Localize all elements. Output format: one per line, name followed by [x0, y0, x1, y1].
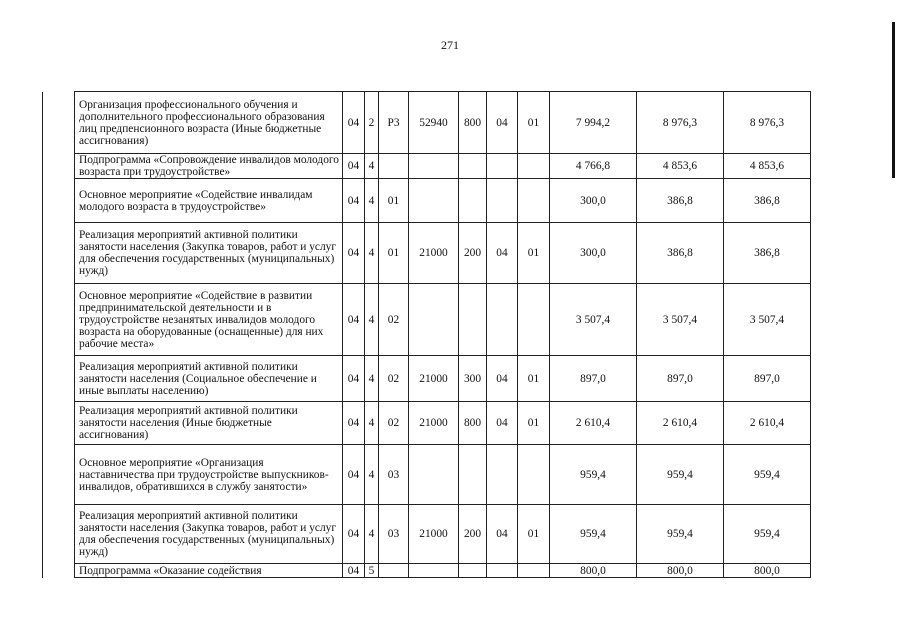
budget-table-body	[43, 92, 811, 578]
code-cell: 4	[365, 402, 379, 445]
table-row	[43, 564, 811, 578]
code-cell	[518, 564, 550, 578]
code-cell: 04	[343, 154, 365, 179]
code-cell: 01	[379, 223, 409, 284]
code-cell: 01	[518, 356, 550, 402]
page-number: 271	[441, 38, 459, 52]
amount-cell: 2 610,4	[724, 402, 811, 445]
code-cell	[487, 445, 518, 505]
code-cell: 2	[365, 92, 379, 154]
code-cell: 4	[365, 284, 379, 356]
code-cell: 03	[379, 505, 409, 564]
code-cell	[409, 154, 459, 179]
amount-cell: 4 766,8	[550, 154, 637, 179]
code-cell: 04	[343, 445, 365, 505]
code-cell: 4	[365, 356, 379, 402]
code-cell	[459, 564, 487, 578]
code-cell: 01	[518, 505, 550, 564]
budget-table	[42, 91, 811, 578]
row-name-cell: Реализация мероприятий активной политики занятости населения (Иные бюджетные ассигнования)	[75, 402, 343, 445]
code-cell: 04	[343, 179, 365, 223]
code-cell	[459, 445, 487, 505]
code-cell	[459, 284, 487, 356]
code-cell: 04	[343, 564, 365, 578]
amount-cell: 386,8	[637, 179, 724, 223]
code-cell	[379, 154, 409, 179]
code-cell	[459, 179, 487, 223]
code-cell: 01	[518, 92, 550, 154]
code-cell	[518, 445, 550, 505]
row-name-cell: Основное мероприятие «Содействие инвалидам молодого возраста в трудоустройстве»	[75, 179, 343, 223]
code-cell: 04	[343, 402, 365, 445]
code-cell	[409, 445, 459, 505]
amount-cell: 3 507,4	[550, 284, 637, 356]
code-cell: 4	[365, 179, 379, 223]
code-cell: 04	[487, 356, 518, 402]
code-cell	[459, 154, 487, 179]
code-cell: 200	[459, 223, 487, 284]
code-cell: 5	[365, 564, 379, 578]
row-name-cell: Организация профессионального обучения и дополнительного профессионального образования лиц предпенсионного возраста (Иные бюджетные ассигнования)	[75, 92, 343, 154]
code-cell: 300	[459, 356, 487, 402]
row-name-cell: Подпрограмма «Оказание содействия	[75, 564, 343, 578]
amount-cell: 959,4	[637, 445, 724, 505]
code-cell: 04	[487, 223, 518, 284]
amount-cell: 800,0	[637, 564, 724, 578]
code-cell: 02	[379, 402, 409, 445]
code-cell: 4	[365, 505, 379, 564]
table-row	[43, 402, 811, 445]
amount-cell: 800,0	[550, 564, 637, 578]
row-blank-cell	[43, 356, 75, 402]
row-blank-cell	[43, 402, 75, 445]
amount-cell: 959,4	[550, 505, 637, 564]
code-cell	[379, 564, 409, 578]
amount-cell: 386,8	[637, 223, 724, 284]
code-cell: 4	[365, 223, 379, 284]
row-blank-cell	[43, 179, 75, 223]
code-cell: 04	[343, 223, 365, 284]
amount-cell: 4 853,6	[724, 154, 811, 179]
code-cell	[409, 179, 459, 223]
code-cell: 02	[379, 356, 409, 402]
amount-cell: 2 610,4	[550, 402, 637, 445]
code-cell: 52940	[409, 92, 459, 154]
amount-cell: 959,4	[724, 445, 811, 505]
code-cell: Р3	[379, 92, 409, 154]
row-name-cell: Реализация мероприятий активной политики занятости населения (Закупка товаров, работ и услуг для обеспечения государственных (муниципальных) нужд)	[75, 223, 343, 284]
code-cell: 04	[343, 505, 365, 564]
amount-cell: 2 610,4	[637, 402, 724, 445]
code-cell: 04	[343, 356, 365, 402]
table-row	[43, 284, 811, 356]
amount-cell: 300,0	[550, 179, 637, 223]
code-cell: 03	[379, 445, 409, 505]
code-cell: 04	[487, 402, 518, 445]
code-cell: 04	[487, 505, 518, 564]
table-row	[43, 445, 811, 505]
amount-cell: 8 976,3	[637, 92, 724, 154]
table-row	[43, 356, 811, 402]
row-name-cell: Основное мероприятие «Организация наставничества при трудоустройстве выпускников-инвалидов, обратившихся в службу занятости»	[75, 445, 343, 505]
table-row	[43, 179, 811, 223]
code-cell: 21000	[409, 356, 459, 402]
row-blank-cell	[43, 284, 75, 356]
code-cell	[518, 154, 550, 179]
row-blank-cell	[43, 154, 75, 179]
amount-cell: 897,0	[550, 356, 637, 402]
table-row	[43, 505, 811, 564]
amount-cell: 300,0	[550, 223, 637, 284]
row-name-cell: Подпрограмма «Сопровождение инвалидов молодого возраста при трудоустройстве»	[75, 154, 343, 179]
amount-cell: 959,4	[637, 505, 724, 564]
table-row	[43, 92, 811, 154]
amount-cell: 897,0	[637, 356, 724, 402]
code-cell: 01	[379, 179, 409, 223]
code-cell: 04	[343, 92, 365, 154]
page-edge-bar	[892, 22, 895, 178]
amount-cell: 386,8	[724, 223, 811, 284]
amount-cell: 959,4	[550, 445, 637, 505]
code-cell: 01	[518, 402, 550, 445]
code-cell: 4	[365, 154, 379, 179]
row-blank-cell	[43, 445, 75, 505]
row-blank-cell	[43, 92, 75, 154]
row-blank-cell	[43, 564, 75, 578]
amount-cell: 3 507,4	[724, 284, 811, 356]
row-blank-cell	[43, 223, 75, 284]
code-cell: 21000	[409, 223, 459, 284]
code-cell	[518, 284, 550, 356]
code-cell: 200	[459, 505, 487, 564]
code-cell	[518, 179, 550, 223]
amount-cell: 959,4	[724, 505, 811, 564]
row-name-cell: Реализация мероприятий активной политики занятости населения (Социальное обеспечение и иные выплаты населению)	[75, 356, 343, 402]
code-cell: 04	[487, 92, 518, 154]
table-row	[43, 223, 811, 284]
amount-cell: 7 994,2	[550, 92, 637, 154]
amount-cell: 3 507,4	[637, 284, 724, 356]
amount-cell: 386,8	[724, 179, 811, 223]
code-cell: 21000	[409, 402, 459, 445]
row-name-cell: Реализация мероприятий активной политики занятости населения (Закупка товаров, работ и услуг для обеспечения государственных (муниципальных) нужд)	[75, 505, 343, 564]
amount-cell: 8 976,3	[724, 92, 811, 154]
code-cell: 800	[459, 402, 487, 445]
code-cell	[487, 179, 518, 223]
table-row	[43, 154, 811, 179]
code-cell	[487, 154, 518, 179]
code-cell: 4	[365, 445, 379, 505]
code-cell	[409, 564, 459, 578]
code-cell	[487, 564, 518, 578]
amount-cell: 897,0	[724, 356, 811, 402]
code-cell	[409, 284, 459, 356]
code-cell: 800	[459, 92, 487, 154]
amount-cell: 800,0	[724, 564, 811, 578]
row-name-cell: Основное мероприятие «Содействие в развитии предпринимательской деятельности и в трудоустройстве незанятых инвалидов молодого возраста на оборудованные (оснащенные) для них рабочие места»	[75, 284, 343, 356]
code-cell: 02	[379, 284, 409, 356]
code-cell: 04	[343, 284, 365, 356]
amount-cell: 4 853,6	[637, 154, 724, 179]
row-blank-cell	[43, 505, 75, 564]
code-cell	[487, 284, 518, 356]
code-cell: 21000	[409, 505, 459, 564]
code-cell: 01	[518, 223, 550, 284]
